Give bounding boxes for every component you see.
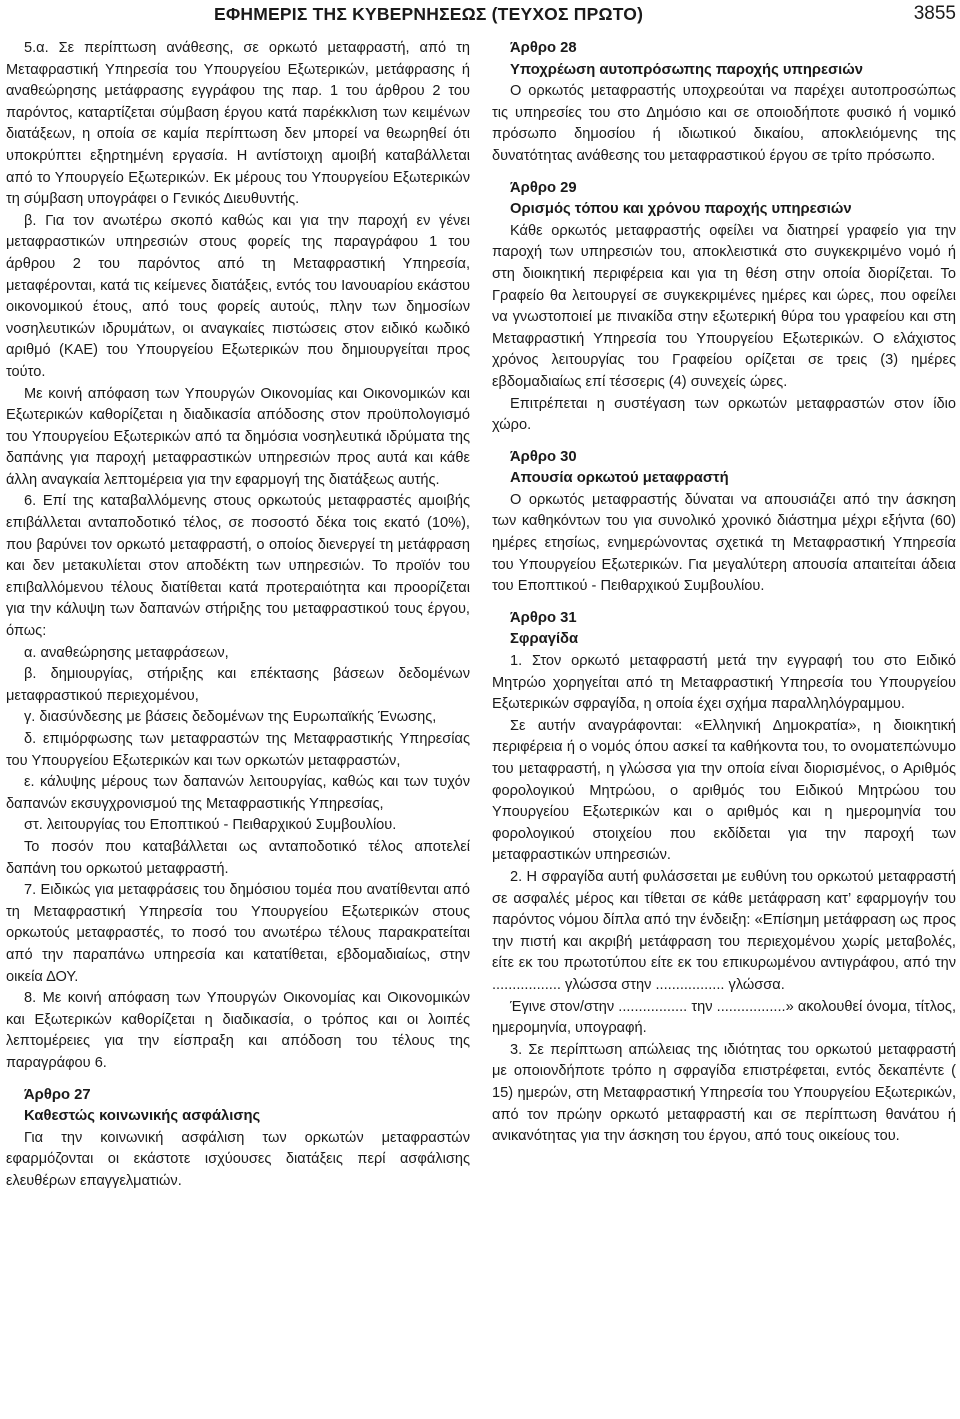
paragraph-fee-cost: Το ποσόν που καταβάλλεται ως ανταποδοτικό τέλος αποτελεί δαπάνη του ορκωτού μεταφραστή.: [6, 838, 470, 877]
list-item-b: β. δημιουργίας, στήριξης και επέκτασης βάσεων δεδομένων μεταφραστικού περιεχομένου,: [6, 666, 470, 704]
article-29-paragraph-1: Κάθε ορκωτός μεταφραστής οφείλει να διατηρεί γραφείο για την παροχή των υπηρεσιών του, αποκλειστικά στο συγκεκριμένο νομό ή στη διοικητική περιφέρεια και για τη θέση στην οποία διορίζεται. Το Γραφείο θα λειτουργεί σε συγκεκριμένες ημέρες και ώρες, που οφείλει να γνωστοποιεί με πινακίδα στην εξωτερική θύρα του γραφείου και στη Μεταφραστική Υπηρεσία του Υπουργείου Εξωτερικών. Ο ελάχιστος χρόνος λειτουργίας του Γραφείου ορίζεται σε τρεις (3) ημέρες εβδομαδιαίως επί τέσσερις (4) συνεχείς ώρες.: [492, 222, 956, 390]
paragraph-7: 7. Ειδικώς για μεταφράσεις του δημόσιου τομέα που ανατίθενται από τη Μεταφραστική Υπηρεσία του Υπουργείου Εξωτερικών στους ορκωτούς μεταφραστές, το ποσό του ανωτέρω τέλους παρακρατείται από την παραπάνω υπηρεσία και κατατίθεται, εβδομαδιαίως, στην οικεία ΔΟΥ.: [6, 882, 470, 985]
article-29-number: Άρθρο 29: [510, 179, 577, 196]
article-31-paragraph-3: 2. Η σφραγίδα αυτή φυλάσσεται με ευθύνη του ορκωτού μεταφραστή σε ασφαλές μέρος και τίθεται σε κάθε μετάφραση κατ’ εφαρμογήν του παρόντος νόμου δίπλα από την ένδειξη: «Επίσημη μετάφραση ως προς την πιστή και ακριβή μετάφραση του περιεχομένου χωρίς μεταβολές, είτε εκ του πρωτοτύπου είτε εκ του επικυρωμένου αντιγράφου, από την ................. γλώσσα στην ................. γλώσσα.: [492, 868, 956, 993]
article-31-paragraph-1: 1. Στον ορκωτό μεταφραστή μετά την εγγραφή του στο Ειδικό Μητρώο χορηγείται από τη Μεταφραστική Υπηρεσία του Υπουργείου Εξωτερικών σφραγίδα, η οποία έχει σχήμα παραλληλόγραμμου.: [492, 653, 956, 713]
article-31-paragraph-2: Σε αυτήν αναγράφονται: «Ελληνική Δημοκρατία», η διοικητική περιφέρεια ή ο νομός όπου ασκεί τα καθήκοντα του, το ονοματεπώνυμο του μεταφραστή, η γλώσσα για την οποία είναι διορισμένος, ο Αριθμός φορολογικού Μητρώου, ο αριθμός του Ειδικού Μητρώου του Υπουργείου Εξωτερικών και ο αριθμός και η ημερομηνία του φορολογικού στοιχείου που εκδίδεται για την παροχή των μεταφραστικών υπηρεσιών.: [492, 717, 956, 864]
article-28-number: Άρθρο 28: [510, 40, 577, 56]
left-column: [6, 38, 470, 1192]
article-27-text: Για την κοινωνική ασφάλιση των ορκωτών μεταφραστών εφαρμόζονται οι εκάστοτε ισχύουσες διατάξεις περί ασφάλισης ελευθέρων επαγγελματιών.: [6, 1129, 470, 1189]
article-29-paragraph-2: Επιτρέπεται η συστέγαση των ορκωτών μεταφραστών στον ίδιο χώρο.: [492, 395, 956, 434]
gazette-title: ΕΦΗΜΕΡΙΣ ΤΗΣ ΚΥΒΕΡΝΗΣΕΩΣ (ΤΕΥΧΟΣ ΠΡΩΤΟ): [214, 4, 644, 24]
article-30-title: Απουσία ορκωτού μεταφραστή: [510, 470, 729, 487]
list-item-st: στ. λειτουργίας του Εποπτικού - Πειθαρχικού Συμβουλίου.: [24, 817, 397, 834]
list-item-a: α. αναθεώρησης μεταφράσεων,: [24, 644, 229, 661]
article-28-title: Υποχρέωση αυτοπρόσωπης παροχής υπηρεσιών: [510, 61, 863, 78]
article-27-number: Άρθρο 27: [24, 1086, 91, 1103]
paragraph-joint-decision: Με κοινή απόφαση των Υπουργών Οικονομίας και Οικονομικών και Εξωτερικών καθορίζεται η διαδικασία απόδοσης στον προϋπολογισμό του Υπουργείου Εξωτερικών από τα δημόσια νοσηλευτικά ιδρύματα της δαπάνης για παροχή μεταφραστικών υπηρεσιών προς αυτά και κάθε άλλη αναγκαία λεπτομέρεια για την εφαρμογή της διατάξεως αυτής.: [6, 385, 470, 488]
page-number: 3855: [913, 3, 956, 24]
article-30-number: Άρθρο 30: [510, 448, 577, 465]
article-31-paragraph-5: 3. Σε περίπτωση απώλειας της ιδιότητας του ορκωτού μεταφραστή με οποιονδήποτε τρόπο η σφραγίδα επιστρέφεται, εντός δεκαπέντε ( 15) ημερών, στη Μεταφραστική Υπηρεσία του Υπουργείου Εξωτερικών, από τον πρώην ορκωτό μεταφραστή και σε περίπτωση θανάτου ή ανικανότητας για την άσκηση του έργου, από τους οικείους του.: [492, 1041, 956, 1145]
article-31-number: Άρθρο 31: [510, 609, 577, 626]
list-item-d: δ. επιμόρφωσης των μεταφραστών της Μεταφραστικής Υπηρεσίας του Υπουργείου Εξωτερικών και των ορκωτών μεταφραστών,: [6, 731, 470, 769]
paragraph-5a: 5.α. Σε περίπτωση ανάθεσης, σε ορκωτό μεταφραστή, από τη Μεταφραστική Υπηρεσία του Υπουργείου Εξωτερικών, μετάφρασης ή αναθεώρησης μετάφρασης εγγράφου της παρ. 1 του άρθρου 2 του παρόντος, καταρτίζεται σύμβαση έργου κατά παρέκκλιση των κειμένων διατάξεων, η οποία σε καμία περίπτωση δεν μπορεί να θεωρηθεί ότι υποκρύπτει εξηρτημένη εργασία. Η αντίστοιχη αμοιβή καταβάλλεται από το Υπουργείο Εξωτερικών. Εκ μέρους του Υπουργείου Εξωτερικών τη σύμβαση υπογράφει ο Γενικός Διευθυντής.: [6, 40, 470, 208]
paragraph-8: 8. Με κοινή απόφαση των Υπουργών Οικονομίας και Οικονομικών και Εξωτερικών καθορίζεται η διαδικασία, ο τρόπος και οι λοιπές λεπτομέρειες για την είσπραξη και απόδοση του τέλους της παραγράφου 6.: [6, 990, 470, 1071]
list-item-e: ε. κάλυψης μέρους των δαπανών λειτουργίας, καθώς και των τυχόν δαπανών εκσυγχρονισμού της Μεταφραστικής Υπηρεσίας,: [6, 774, 470, 812]
paragraph-6: 6. Επί της καταβαλλόμενης στους ορκωτούς μεταφραστές αμοιβής επιβάλλεται ανταποδοτικό τέλος, σε ποσοστό δέκα τοις εκατό (10%), που βαρύνει τον ορκωτό μεταφραστή, ο οποίος διενεργεί τη μετάφραση και δεν μετακυλίεται στον αποδέκτη των υπηρεσιών. Το προϊόν του επιβαλλόμενου τέλους διατίθεται κατά προτεραιότητα και προορίζεται για την κάλυψη των δαπανών στήριξης του μεταφραστικού τους έργου, όπως:: [6, 493, 470, 640]
article-29-title: Ορισμός τόπου και χρόνου παροχής υπηρεσιών: [510, 201, 852, 218]
page-header: [0, 0, 960, 36]
paragraph-5b: β. Για τον ανωτέρω σκοπό καθώς και για την παροχή εν γένει μεταφραστικών υπηρεσιών στους φορείς της παραγράφου 1 του άρθρου 2 του παρόντος από τη Μεταφραστική Υπηρεσία, μεταφέρονται, κατά τις κείμενες διατάξεις, εντός του Ιανουαρίου εκάστου οικονομικού έτους, από τους φορείς αυτούς, πλην των δημοσίων νοσηλευτικών ιδρυμάτων, οι αναγκαίες πιστώσεις στον ειδικό κωδικό αριθμό (ΚΑΕ) του Υπουργείου Εξωτερικών που δημιουργείται προς τούτο.: [6, 212, 470, 380]
article-31-title: Σφραγίδα: [510, 631, 579, 648]
article-27-title: Καθεστώς κοινωνικής ασφάλισης: [24, 1108, 261, 1125]
right-column: [492, 38, 956, 1148]
article-28-text: Ο ορκωτός μεταφραστής υποχρεούται να παρέχει αυτοπροσώπως τις υπηρεσίες του στο Δημόσιο και σε οποιοδήποτε φυσικό ή νομικό πρόσωπο δημοσίου ή ιδιωτικού δικαίου, αποκλειόμενης της δυνατότητας ανάθεσης του μεταφραστικού έργου σε τρίτο πρόσωπο.: [492, 83, 956, 164]
article-30-text: Ο ορκωτός μεταφραστής δύναται να απουσιάζει από την άσκηση των καθηκόντων του για συνολικό χρονικό διάστημα μέχρι εξήντα (60) ημέρες ετησίως, ενημερώνοντας σχετικά τη Μεταφραστική Υπηρεσία του Υπουργείου Εξωτερικών. Για μεγαλύτερη απουσία απαιτείται άδεια του Εποπτικού - Πειθαρχικού Συμβουλίου.: [492, 491, 956, 595]
article-31-paragraph-4: Έγινε στον/στην ................. την .................» ακολουθεί όνομα, τίτλος, ημερομηνία, υπογραφή.: [492, 998, 956, 1037]
list-item-c: γ. διασύνδεσης με βάσεις δεδομένων της Ευρωπαϊκής Ένωσης,: [24, 709, 437, 726]
